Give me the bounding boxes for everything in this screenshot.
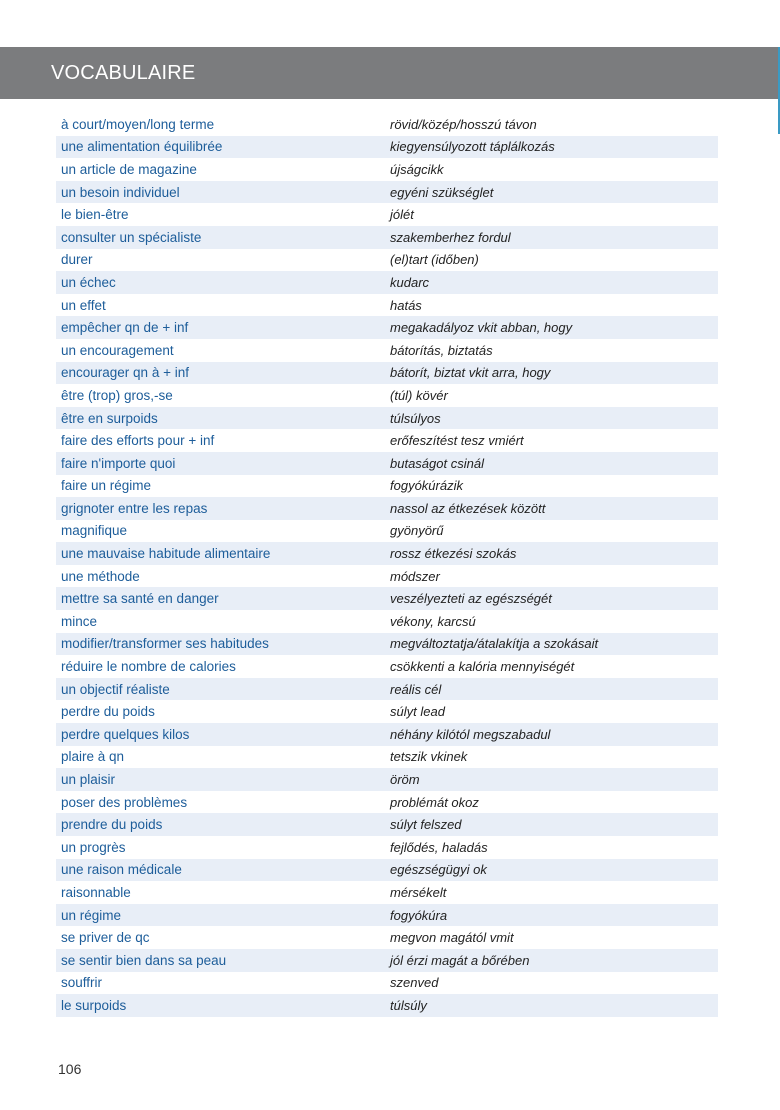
section-title: VOCABULAIRE xyxy=(51,62,196,84)
vocab-row xyxy=(56,926,718,949)
vocab-row xyxy=(56,972,718,995)
vocab-row xyxy=(56,475,718,498)
hungarian-translation: rövid/közép/hosszú távon xyxy=(390,116,537,132)
french-term: une alimentation équilibrée xyxy=(61,139,223,155)
vocab-row xyxy=(56,339,718,362)
hungarian-translation: hatás xyxy=(390,297,422,313)
french-term: souffrir xyxy=(61,975,103,991)
hungarian-translation: megváltoztatja/átalakítja a szokásait xyxy=(390,636,599,652)
french-term: réduire le nombre de calories xyxy=(61,659,236,675)
french-term: un effet xyxy=(61,297,106,313)
french-term: durer xyxy=(61,252,93,268)
vocab-row xyxy=(56,994,718,1017)
hungarian-translation: fogyókúra xyxy=(390,907,448,923)
hungarian-translation: kiegyensúlyozott táplálkozás xyxy=(390,139,555,155)
french-term: un plaisir xyxy=(61,772,116,788)
hungarian-translation: szakemberhez fordul xyxy=(390,229,511,245)
hungarian-translation: túlsúly xyxy=(390,997,427,1013)
french-term: plaire à qn xyxy=(61,749,125,765)
vocab-row xyxy=(56,610,718,633)
vocab-row xyxy=(56,136,718,159)
hungarian-translation: egyéni szükséglet xyxy=(390,184,494,200)
page-number: 106 xyxy=(58,1061,82,1077)
french-term: un objectif réaliste xyxy=(61,681,170,697)
vocab-row xyxy=(56,791,718,814)
hungarian-translation: vékony, karcsú xyxy=(390,613,476,629)
hungarian-translation: bátorít, biztat vkit arra, hogy xyxy=(390,365,551,381)
hungarian-translation: erőfeszítést tesz vmiért xyxy=(390,433,524,449)
vocab-row xyxy=(56,881,718,904)
vocab-row xyxy=(56,836,718,859)
vocab-row xyxy=(56,904,718,927)
french-term: perdre du poids xyxy=(61,704,155,720)
hungarian-translation: fejlődés, haladás xyxy=(390,839,488,855)
vocab-row xyxy=(56,542,718,565)
hungarian-translation: nassol az étkezések között xyxy=(390,500,546,516)
french-term: se priver de qc xyxy=(61,930,150,946)
hungarian-translation: túlsúlyos xyxy=(390,410,441,426)
french-term: prendre du poids xyxy=(61,817,163,833)
hungarian-translation: módszer xyxy=(390,568,440,584)
vocab-row xyxy=(56,633,718,656)
hungarian-translation: reális cél xyxy=(390,681,442,697)
french-term: raisonnable xyxy=(61,884,131,900)
vocab-row xyxy=(56,362,718,385)
vocab-row xyxy=(56,249,718,272)
french-term: grignoter entre les repas xyxy=(61,500,208,516)
french-term: empêcher qn de + inf xyxy=(61,320,189,336)
hungarian-translation: súlyt felszed xyxy=(390,817,462,833)
hungarian-translation: tetszik vkinek xyxy=(390,749,468,765)
french-term: faire n'importe quoi xyxy=(61,455,176,471)
vocab-row xyxy=(56,587,718,610)
french-term: un progrès xyxy=(61,839,126,855)
french-term: mince xyxy=(61,613,98,629)
french-term: être (trop) gros,-se xyxy=(61,387,173,403)
french-term: un régime xyxy=(61,907,122,923)
hungarian-translation: szenved xyxy=(390,975,439,991)
hungarian-translation: súlyt lead xyxy=(390,704,445,720)
french-term: à court/moyen/long terme xyxy=(61,116,215,132)
hungarian-translation: kudarc xyxy=(390,274,430,290)
hungarian-translation: bátorítás, biztatás xyxy=(390,342,493,358)
vocab-row xyxy=(56,203,718,226)
hungarian-translation: újságcikk xyxy=(390,161,444,177)
vocab-row xyxy=(56,226,718,249)
french-term: un échec xyxy=(61,274,116,290)
vocab-row xyxy=(56,655,718,678)
vocab-row xyxy=(56,181,718,204)
vocab-row xyxy=(56,859,718,882)
hungarian-translation: öröm xyxy=(390,772,420,788)
vocab-row xyxy=(56,678,718,701)
hungarian-translation: néhány kilótól megszabadul xyxy=(390,726,551,742)
vocab-row xyxy=(56,700,718,723)
hungarian-translation: rossz étkezési szokás xyxy=(390,546,517,562)
french-term: le bien-être xyxy=(61,207,129,223)
vocab-row xyxy=(56,520,718,543)
french-term: mettre sa santé en danger xyxy=(61,591,219,607)
hungarian-translation: megakadályoz vkit abban, hogy xyxy=(390,320,573,336)
hungarian-translation: jól érzi magát a bőrében xyxy=(390,952,530,968)
vocab-row xyxy=(56,384,718,407)
french-term: une mauvaise habitude alimentaire xyxy=(61,546,271,562)
hungarian-translation: egészségügyi ok xyxy=(390,862,487,878)
vocab-row xyxy=(56,497,718,520)
vocabulary-table xyxy=(56,113,718,1017)
hungarian-translation: jólét xyxy=(390,207,414,223)
vocab-row xyxy=(56,316,718,339)
section-header xyxy=(0,47,778,99)
hungarian-translation: (el)tart (időben) xyxy=(390,252,479,268)
vocab-row xyxy=(56,407,718,430)
hungarian-translation: butaságot csinál xyxy=(390,455,484,471)
hungarian-translation: mérsékelt xyxy=(390,884,447,900)
vocab-row xyxy=(56,746,718,769)
vocab-row xyxy=(56,429,718,452)
french-term: poser des problèmes xyxy=(61,794,188,810)
hungarian-translation: megvon magától vmit xyxy=(390,930,514,946)
hungarian-translation: gyönyörű xyxy=(390,523,444,539)
french-term: encourager qn à + inf xyxy=(61,365,189,381)
hungarian-translation: veszélyezteti az egészségét xyxy=(390,591,552,607)
vocab-row xyxy=(56,271,718,294)
french-term: modifier/transformer ses habitudes xyxy=(61,636,269,652)
french-term: le surpoids xyxy=(61,997,127,1013)
vocab-row xyxy=(56,565,718,588)
french-term: une raison médicale xyxy=(61,862,182,878)
vocab-row xyxy=(56,113,718,136)
french-term: un besoin individuel xyxy=(61,184,180,200)
hungarian-translation: problémát okoz xyxy=(390,794,479,810)
vocab-row xyxy=(56,813,718,836)
french-term: magnifique xyxy=(61,523,128,539)
vocab-row xyxy=(56,452,718,475)
french-term: consulter un spécialiste xyxy=(61,229,202,245)
french-term: une méthode xyxy=(61,568,140,584)
french-term: perdre quelques kilos xyxy=(61,726,190,742)
vocab-row xyxy=(56,723,718,746)
vocab-row xyxy=(56,768,718,791)
french-term: se sentir bien dans sa peau xyxy=(61,952,227,968)
vocab-row xyxy=(56,949,718,972)
french-term: un encouragement xyxy=(61,342,174,358)
french-term: être en surpoids xyxy=(61,410,158,426)
hungarian-translation: csökkenti a kalória mennyiségét xyxy=(390,659,575,675)
vocab-row xyxy=(56,158,718,181)
french-term: faire un régime xyxy=(61,478,152,494)
vocab-row xyxy=(56,294,718,317)
hungarian-translation: fogyókúrázik xyxy=(390,478,463,494)
french-term: un article de magazine xyxy=(61,161,197,177)
hungarian-translation: (túl) kövér xyxy=(390,387,448,403)
french-term: faire des efforts pour + inf xyxy=(61,433,215,449)
